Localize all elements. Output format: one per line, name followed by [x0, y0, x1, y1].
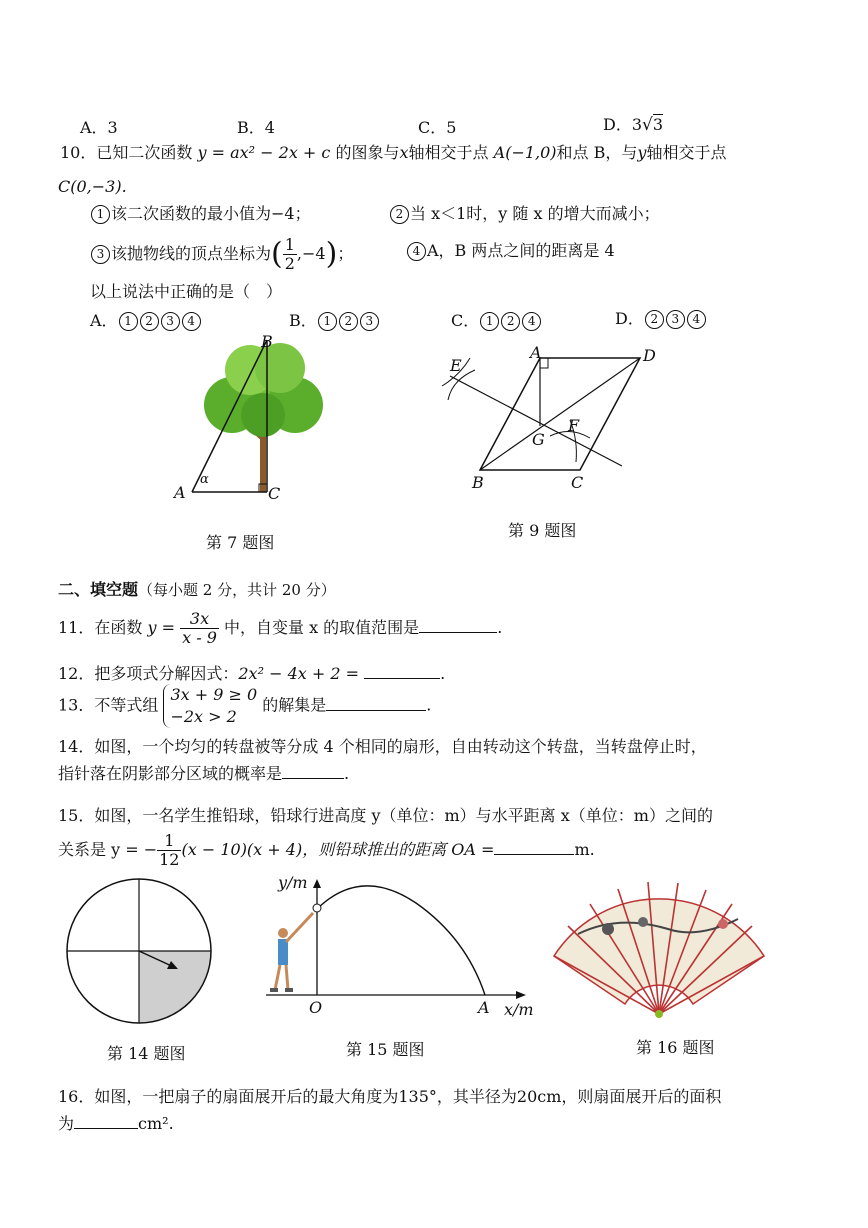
fig7-diagram	[160, 330, 350, 510]
fig9-label-d: D	[643, 346, 656, 365]
fig16-fan	[548, 874, 770, 1020]
q16-prefix: 为	[58, 1114, 75, 1133]
fig9-label-e: E	[450, 356, 462, 375]
fig14-caption: 第 14 题图	[107, 1044, 186, 1063]
fig15-label-a: A	[478, 998, 490, 1017]
fig15-diagram	[266, 878, 531, 1003]
circled-number: 4	[522, 312, 541, 331]
circled-number: 3	[91, 245, 110, 264]
circled-number: 3	[666, 310, 685, 329]
semicolon: ；	[337, 244, 354, 263]
answer-blank[interactable]	[282, 762, 344, 779]
q10-part-c: 轴相交于点	[408, 143, 489, 162]
frac-num: 1	[157, 832, 181, 851]
trajectory-curve	[317, 886, 485, 995]
fig9-diagram	[430, 340, 650, 490]
frac-den: x - 9	[182, 628, 217, 647]
q9-option-d	[603, 115, 663, 135]
circled-number: 3	[161, 312, 180, 331]
fan-pivot	[655, 1010, 663, 1018]
fan-leaf	[554, 899, 764, 1004]
q14-line1: 14．如图，一个均匀的转盘被等分成 4 个相同的扇形，自由转动这个转盘，当转盘停止时，	[58, 737, 707, 756]
q11-end: .	[497, 618, 503, 637]
fig15-label-o: O	[309, 998, 323, 1017]
paren: (	[271, 236, 283, 272]
circled-number: 4	[687, 310, 706, 329]
q10-option-d	[615, 309, 707, 329]
q13	[58, 684, 431, 728]
answer-blank[interactable]	[74, 1112, 138, 1129]
q15-prefix: 关系是 y = −	[58, 840, 158, 859]
y-var: y	[637, 143, 647, 162]
q10-function: y = ax² − 2x + c	[197, 143, 331, 162]
circled-number: 2	[339, 312, 358, 331]
circled-number: 1	[480, 312, 499, 331]
q10-statement-3	[90, 236, 353, 273]
fig15-caption: 第 15 题图	[346, 1040, 425, 1059]
q15-fraction	[157, 832, 181, 869]
q16-unit: cm².	[138, 1114, 174, 1133]
statement-text: A，B 两点之间的距离是 4	[427, 241, 615, 260]
statement-text: 该抛物线的顶点坐标为	[111, 244, 272, 263]
point-a: A(−1,0)	[493, 143, 557, 162]
fig9-caption: 第 9 题图	[508, 521, 577, 540]
option-letter: D．	[615, 309, 644, 328]
q14-line2	[58, 762, 349, 784]
q10-statement-2	[389, 204, 660, 224]
circled-number: 4	[407, 242, 426, 261]
fan-painting-flower	[638, 917, 648, 927]
perpendicular-bisector-ef	[450, 376, 622, 466]
fig7-label-alpha: α	[200, 472, 209, 487]
q10-line1	[60, 143, 726, 163]
q10-statement-4	[406, 241, 615, 261]
q9-option-d-prefix: D．3	[603, 115, 643, 134]
fig9-label-g: G	[532, 430, 545, 449]
student-figure	[270, 913, 313, 992]
section2-note: （每小题 2 分，共计 20 分）	[138, 581, 336, 599]
shaded-sector	[139, 951, 211, 1023]
frac-num: 1	[284, 235, 295, 254]
circled-number: 4	[182, 312, 201, 331]
frac-den: 2	[284, 254, 295, 273]
q10-option-c	[451, 311, 542, 331]
q10-part-e: 轴相交于点	[646, 143, 727, 162]
circled-number: 1	[91, 205, 110, 224]
q10-option-a	[90, 311, 202, 331]
q13-prefix: 13．不等式组	[58, 695, 159, 715]
q16-line2	[58, 1112, 174, 1134]
fig7-label-a: A	[174, 483, 186, 502]
q10-line2: C(0,−3).	[58, 177, 127, 196]
inequality-1: 3x + 9 ≥ 0	[170, 685, 258, 704]
q11-eq: =	[161, 618, 176, 637]
q10-part-b: 的图象与	[335, 143, 400, 162]
inequality-2: −2x > 2	[170, 707, 237, 726]
q13-suffix: 的解集是	[262, 695, 327, 715]
answer-blank[interactable]	[494, 838, 574, 855]
fig7-label-b: B	[261, 332, 273, 351]
q11-suffix: 中，自变量 x 的取值范围是	[223, 618, 420, 637]
q12	[58, 662, 445, 684]
fig15-label-y: y/m	[278, 873, 308, 892]
q15-line1: 15．如图，一名学生推铅球，铅球行进高度 y（单位：m）与水平距离 x（单位：m）之间的	[58, 806, 713, 825]
fig16-caption: 第 16 题图	[636, 1038, 715, 1057]
statement-text: 该二次函数的最小值为−4；	[111, 204, 311, 223]
fan-painting-flower	[602, 923, 614, 935]
fan-painting-flower	[718, 919, 728, 929]
option-letter: B．	[289, 311, 317, 330]
fig15-label-x: x/m	[504, 1000, 534, 1019]
fig7-caption: 第 7 题图	[206, 533, 275, 552]
fig7-label-c: C	[268, 484, 281, 503]
vertex-tail: ,−4	[296, 244, 326, 263]
circled-number: 1	[119, 312, 138, 331]
q16-line1: 16．如图，一把扇子的扇面展开后的最大角度为135°，其半径为20cm，则扇面展开后的面积	[58, 1087, 722, 1106]
fig9-label-a: A	[530, 343, 542, 362]
fig14-spinner	[66, 878, 212, 1024]
option-letter: A．	[90, 311, 118, 330]
q9-option-d-radicand: 3	[652, 115, 664, 134]
option-letter: C．	[451, 311, 480, 330]
answer-blank[interactable]	[419, 616, 497, 633]
answer-blank[interactable]	[364, 662, 440, 679]
fig9-label-f: F	[568, 416, 580, 435]
q10-intro: 10．已知二次函数	[60, 143, 193, 162]
answer-blank[interactable]	[326, 694, 426, 711]
section2-title: 二、填空题	[58, 580, 139, 599]
y-axis-arrow	[313, 879, 321, 888]
q10-question: 以上说法中正确的是（ ）	[90, 282, 283, 301]
q12-end: .	[440, 664, 446, 683]
fig9-label-c: C	[571, 473, 584, 492]
x-axis-arrow	[516, 991, 526, 999]
q11-y: y	[147, 618, 157, 637]
x-var: x	[399, 143, 409, 162]
tree-illustration	[204, 343, 323, 492]
q15-unit: m.	[574, 840, 595, 859]
q10-part-d: 和点 B，与	[556, 143, 638, 162]
q14-end: .	[344, 764, 350, 783]
q11	[58, 610, 502, 647]
frac-den: 12	[159, 850, 180, 869]
q11-prefix: 11．在函数	[58, 618, 143, 637]
q15-middle: (x − 10)(x + 4)，则铅球推出的距离 OA =	[181, 840, 495, 859]
circled-number: 2	[140, 312, 159, 331]
q14-line2-text: 指针落在阴影部分区域的概率是	[58, 764, 283, 783]
q11-fraction	[180, 610, 219, 647]
circled-number: 2	[645, 310, 664, 329]
circled-number: 2	[501, 312, 520, 331]
section2-heading	[58, 580, 336, 600]
frac-num: 3x	[180, 610, 219, 629]
q10-option-b	[289, 311, 380, 331]
circled-number: 3	[360, 312, 379, 331]
q12-text: 12．把多项式分解因式：	[58, 664, 239, 683]
sqrt-sign: √	[642, 115, 653, 135]
fig9-label-b: B	[472, 473, 484, 492]
vertex-fraction	[283, 236, 297, 273]
statement-text: 当 x＜1时，y 随 x 的增大而减小；	[410, 204, 660, 223]
q12-expr: 2x² − 4x + 2 =	[238, 664, 360, 683]
q9-option-a: A．3	[80, 118, 118, 137]
q9-option-b: B．4	[237, 118, 275, 137]
diagonal-bd	[480, 358, 640, 470]
q13-end: .	[426, 695, 432, 715]
paren: )	[325, 236, 338, 272]
inequality-system	[163, 684, 257, 728]
shot-ball	[313, 904, 321, 912]
q15-line2	[58, 832, 595, 869]
q10-statement-1	[90, 204, 311, 224]
q9-option-c: C．5	[418, 118, 457, 137]
circled-number: 1	[318, 312, 337, 331]
circled-number: 2	[390, 205, 409, 224]
